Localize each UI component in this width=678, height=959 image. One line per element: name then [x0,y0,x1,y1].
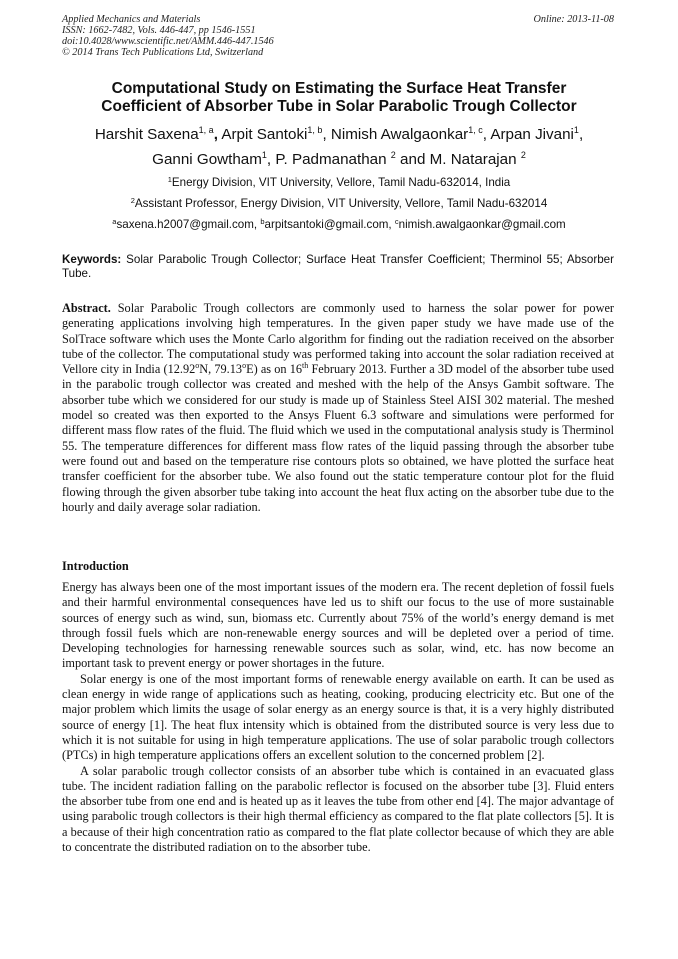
author-name: Ganni Gowtham [152,151,262,168]
author-conjunction: and [400,151,426,168]
email-link[interactable]: nimish.awalgaonkar@gmail.com [398,218,566,231]
ordinal-superscript: th [302,361,309,371]
author-superscript: 1 [261,150,267,160]
email-superscript: c [394,217,399,226]
degree-superscript: o [195,361,200,371]
online-date: Online: 2013-11-08 [533,14,614,25]
author-superscript: 2 [520,150,526,160]
section-heading-introduction: Introduction [62,559,129,573]
abstract [62,301,614,515]
journal-name: Applied Mechanics and Materials [62,14,201,25]
author-superscript: 1 [573,125,579,135]
author-superscript: 1, b [307,125,323,135]
author-emails [30,218,648,232]
abstract-label: Abstract. [62,301,111,315]
author-superscript: 2 [390,150,396,160]
degree-superscript: o [242,361,247,371]
email-superscript: b [260,217,265,226]
keywords-label: Keywords: [62,253,122,266]
author-name: Arpit Santoki [221,126,308,143]
email-superscript: a [112,217,117,226]
abstract-text: N, 79.13 [199,362,243,377]
paragraph: Solar energy is one of the most important forms of renewable energy available on earth. It can be used as clean energy in wide range of applications such as heating, cooking, producing electricity etc. But one of the major problem which limits the usage of solar energy as an energy source is that, it is a very highly distributed source of energy [1]. The heat flux intensity which is obtained from the distributed source is very less due to which it is not suitable for using in high temperature applications. The use of solar parabolic trough collectors (PTCs) in high temperature applications offers an excellent solution to the concerned problem [2]. [62,671,614,763]
keywords [62,253,614,281]
email-link[interactable]: saxena.h2007@gmail.com, [116,218,258,231]
paragraph: Energy has always been one of the most important issues of the modern era. The recent depletion of fossil fuels and their harmful environmental consequences have led us to shift our focus to the use of more sustainable sources of energy such as wind, sun, biomass etc. Currently about 75% of the world’s energy demand is met through fossil fuels which are non-renewable energy sources and will be depleted over a period of time. Developing technologies for harnessing renewable sources such as solar, wind, etc. has now become an important task to prevent energy or power shortages in the future. [62,580,614,671]
email-link[interactable]: arpitsantoki@gmail.com, [264,218,392,231]
author-superscript: 1, a [198,125,214,135]
journal-doi: doi:10.4028/www.scientific.net/AMM.446-447.1546 [62,36,274,47]
abstract-text: Solar Parabolic Trough collectors are commonly used to harness the solar power for power generating applications involving high temperatures. In the given paper study we have made use of the SolTrace software which uses the Monte Carlo algorithm for finding out the radiation received on the absorber tube of the collector. The computational study was performed taking into account the solar radiation received at Vellore city in India (12.92 [62,301,614,377]
affiliation-text: Assistant Professor, Energy Division, VIT University, Vellore, Tamil Nadu-632014 [134,197,548,210]
title-line-1: Computational Study on Estimating the Surface Heat Transfer [111,80,567,97]
author-name: Arpan Jivani [490,126,574,143]
journal-issn: ISSN: 1662-7482, Vols. 446-447, pp 1546-1551 [62,25,256,36]
title-line-2: Coefficient of Absorber Tube in Solar Parabolic Trough Collector [101,98,577,115]
author-superscript: 1, c [468,125,483,135]
paragraph: A solar parabolic trough collector consists of an absorber tube which is contained in an evacuated glass tube. The incident radiation falling on the parabolic reflector is focused on the absorber tube [3]. Fluid enters the absorber tube from one end and is heated up as it leaves the tube from other end [4]. The major advantage of using parabolic trough collectors is their high thermal efficiency as compared to the flat plate collectors [5]. It is a because of their high concentration ratio as compared to the flat plate collector because of which they are able to concentrate the distributed radiation on to the absorber tube. [62,763,614,855]
affiliation-text: Energy Division, VIT University, Vellore, Tamil Nadu-632014, India [171,176,511,189]
affiliation-1 [30,176,648,190]
affiliation-superscript: 1 [167,175,172,184]
journal-header [62,14,614,58]
abstract-text: E) as on 16 [246,362,303,377]
author-name: M. Natarajan [429,151,517,168]
author-name: Nimish Awalgaonkar [330,126,469,143]
affiliation-superscript: 2 [130,196,135,205]
affiliation-2 [30,197,648,211]
abstract-text: February 2013. Further a 3D model of the absorber tube used in the parabolic trough collector was created and meshed with the help of the Ansys Gambit software. The absorber tube which we considered for our study is made up of Stainless Steel AISI 302 material. The meshed model so created was then exported to the Ansys Fluent 6.3 software and simulations were performed for different mass flow rates of the fluid. The fluid which we used in the computational analysis study is Therminol 55. The temperature differences for different mass flow rates of the liquid passing through the absorber tube were found out and based on the temperature rise contours plots so obtained, we have plotted the surface heat transfer coefficient for the absorber tube. We also found out the static temperature contour plot for the fluid flowing through the given absorber tube taking into account the heat flux acting on the absorber tube due to the hourly and daily average solar radiation. [62,362,615,514]
author-list: Harshit Saxena$^{1, a}$, Arpit Santoki$^{1, b}$, Nimish Awalgaonkar$^{1, c}$, Arpan Jivani$^1$, Ganni Gowtham$^1$, P. Padmanathan $^2$ and M. Natarajan $^2$ [94,125,584,168]
keywords-text: Solar Parabolic Trough Collector; Surface Heat Transfer Coefficient; Therminol 55; Absorber Tube. [62,253,614,280]
paper-title [40,80,638,116]
author-name: Harshit Saxena [94,126,199,143]
author-name: P. Padmanathan [275,151,387,168]
journal-copyright: © 2014 Trans Tech Publications Ltd, Switzerland [62,47,264,58]
introduction-body [62,580,614,855]
